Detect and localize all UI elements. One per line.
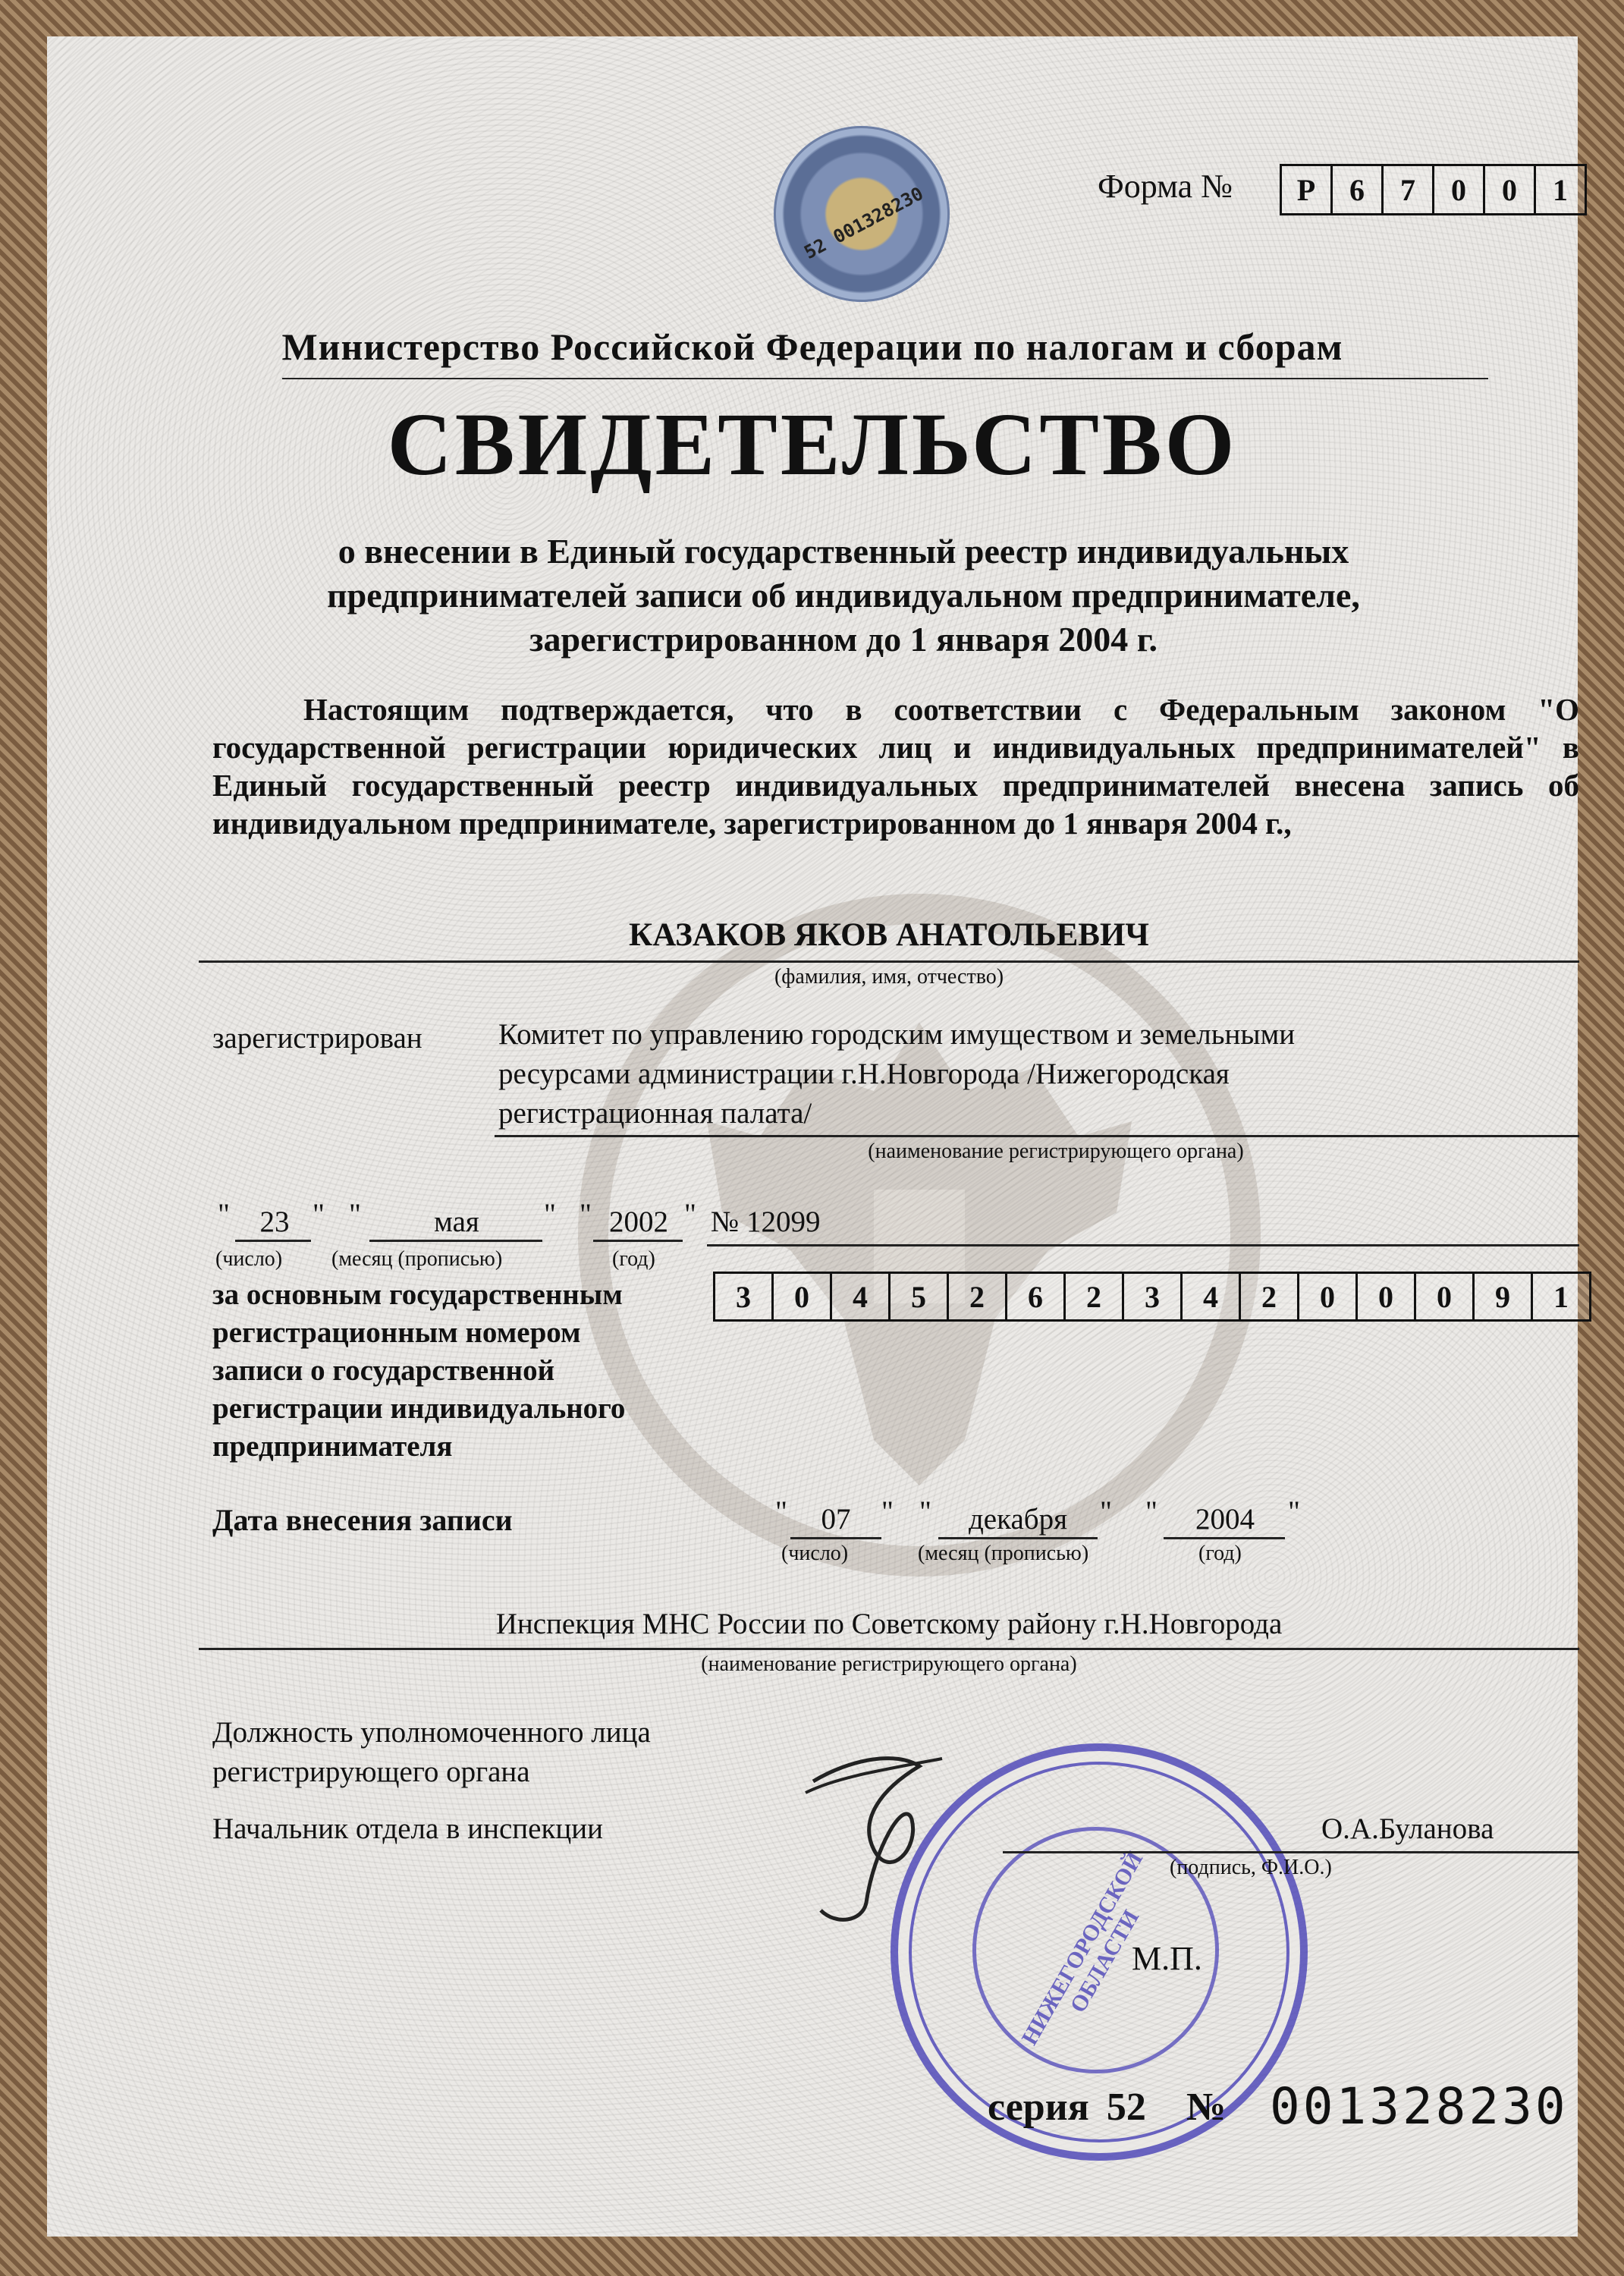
seal-text: НИЖЕГОРОДСКОЙ ОБЛАСТИ — [1016, 1847, 1148, 2050]
ogrn-label-line: за основным государственным — [212, 1278, 623, 1311]
signer-underline — [1003, 1851, 1579, 1853]
year-underline — [593, 1240, 683, 1242]
entry-year-caption: (год) — [1198, 1542, 1242, 1565]
authority-underline — [495, 1135, 1579, 1137]
day-underline — [235, 1240, 311, 1242]
signer-name: О.А.Буланова — [1321, 1812, 1494, 1845]
quote-mark: " — [775, 1495, 787, 1528]
ogrn-digit: 6 — [1005, 1272, 1063, 1322]
serial-number: 001328230 — [1270, 2077, 1569, 2136]
stamp-place-label: М.П. — [1132, 1940, 1202, 1977]
quote-mark: " — [349, 1198, 361, 1231]
ogrn-label-line: регистрационным номером — [212, 1316, 581, 1349]
registered-label: зарегистрирован — [212, 1022, 422, 1055]
subtitle-line: зарегистрированном до 1 января 2004 г. — [529, 620, 1158, 659]
ogrn-label — [212, 1276, 625, 1466]
entry-date-label: Дата внесения записи — [212, 1503, 513, 1537]
quote-mark: " — [580, 1198, 592, 1231]
authority-line: ресурсами администрации г.Н.Новгорода /Нижегородская — [498, 1058, 1230, 1090]
ogrn-digit: 2 — [1063, 1272, 1122, 1322]
position-label-line: Должность уполномоченного лица — [212, 1716, 651, 1749]
quote-mark: " — [1145, 1495, 1158, 1528]
inspection-underline — [199, 1648, 1579, 1650]
series-label: серия — [988, 2086, 1089, 2129]
ogrn-digit: 0 — [1355, 1272, 1414, 1322]
month-underline — [369, 1240, 542, 1242]
registration-number: № 12099 — [711, 1206, 821, 1238]
form-code-cell: 1 — [1534, 164, 1587, 215]
registration-month: мая — [434, 1206, 479, 1238]
entry-year: 2004 — [1195, 1503, 1255, 1536]
entry-day-caption: (число) — [781, 1542, 849, 1565]
day-caption: (число) — [215, 1247, 283, 1271]
subtitle-line: о внесении в Единый государственный реестр индивидуальных — [338, 532, 1349, 571]
registration-day: 23 — [259, 1206, 290, 1238]
ogrn-digit: 9 — [1472, 1272, 1531, 1322]
name-underline — [199, 960, 1579, 963]
ministry-name: Министерство Российской Федерации по налогам и сборам — [281, 325, 1343, 368]
series-line — [988, 2085, 1226, 2130]
form-code-cell: Р — [1280, 164, 1330, 215]
form-code-cell: 7 — [1381, 164, 1432, 215]
year-caption: (год) — [612, 1247, 655, 1271]
form-code-cell: 6 — [1330, 164, 1381, 215]
form-code-cells — [1280, 164, 1587, 215]
form-code-cell: 0 — [1432, 164, 1483, 215]
registering-authority — [498, 1015, 1295, 1133]
certificate-sheet — [47, 36, 1578, 2237]
certification-text: Настоящим подтверждается, что в соответствии с Федеральным законом "О государственной регистрации юридических лиц и индивидуальных предпринимателей" в Единый государственный реестр индивидуальных предпринимателей внесена запись об индивидуальном предпринимателе, зарегистрированном до 1 января 2004 г., — [212, 692, 1579, 841]
registration-year: 2002 — [609, 1206, 668, 1238]
hologram-number: 52 001328230 — [800, 182, 927, 264]
ogrn-digit: 2 — [1239, 1272, 1297, 1322]
number-underline — [707, 1244, 1579, 1246]
entry-month-caption: (месяц (прописью) — [918, 1542, 1089, 1565]
entry-day-underline — [790, 1537, 881, 1539]
quote-mark: " — [684, 1198, 696, 1231]
quote-mark: " — [1100, 1495, 1112, 1528]
entrepreneur-name: КАЗАКОВ ЯКОВ АНАТОЛЬЕВИЧ — [629, 917, 1149, 953]
ogrn-label-line: записи о государственной — [212, 1354, 555, 1387]
ogrn-cells — [713, 1272, 1591, 1322]
inspection-name: Инспекция МНС России по Советскому району г.Н.Новгорода — [495, 1608, 1283, 1640]
quote-mark: " — [881, 1495, 894, 1528]
entry-month-underline — [938, 1537, 1098, 1539]
entry-day: 07 — [821, 1503, 851, 1536]
official-position: Начальник отдела в инспекции — [212, 1812, 604, 1845]
entry-year-underline — [1164, 1537, 1285, 1539]
quote-mark: " — [1288, 1495, 1300, 1528]
quote-mark: " — [919, 1495, 931, 1528]
document-title: СВИДЕТЕЛЬСТВО — [387, 395, 1238, 494]
inspection-caption: (наименование регистрирующего органа) — [701, 1652, 1077, 1676]
quote-mark: " — [544, 1198, 556, 1231]
authority-caption: (наименование регистрирующего органа) — [868, 1140, 1244, 1163]
ogrn-digit: 3 — [713, 1272, 771, 1322]
series-no-label: № — [1186, 2086, 1227, 2129]
authority-line: Комитет по управлению городским имуществом и земельными — [498, 1018, 1296, 1051]
ministry-underline — [282, 378, 1488, 379]
signer-caption: (подпись, Ф.И.О.) — [1170, 1856, 1332, 1879]
ogrn-digit: 0 — [1297, 1272, 1355, 1322]
document-subtitle — [237, 530, 1450, 662]
ogrn-digit: 3 — [1122, 1272, 1180, 1322]
series-value: 52 — [1106, 2086, 1146, 2129]
ogrn-digit: 1 — [1531, 1272, 1591, 1322]
ogrn-digit: 0 — [771, 1272, 830, 1322]
ogrn-digit: 4 — [1180, 1272, 1239, 1322]
quote-mark: " — [218, 1198, 230, 1231]
signature — [790, 1736, 972, 1941]
name-caption: (фамилия, имя, отчество) — [774, 965, 1004, 989]
ogrn-digit: 5 — [888, 1272, 947, 1322]
month-caption: (месяц (прописью) — [331, 1247, 503, 1271]
authority-line: регистрационная палата/ — [498, 1097, 812, 1130]
quote-mark: " — [313, 1198, 325, 1231]
ogrn-digit: 2 — [947, 1272, 1005, 1322]
ogrn-digit: 4 — [830, 1272, 888, 1322]
form-label: Форма № — [1098, 168, 1233, 205]
ogrn-label-line: регистрации индивидуального — [212, 1392, 626, 1425]
position-label-line: регистрирующего органа — [212, 1756, 530, 1788]
subtitle-line: предпринимателей записи об индивидуальном предпринимателе, — [327, 576, 1360, 615]
form-code-cell: 0 — [1483, 164, 1534, 215]
entry-month: декабря — [968, 1503, 1068, 1536]
ogrn-digit: 0 — [1414, 1272, 1472, 1322]
ogrn-label-line: предпринимателя — [212, 1430, 453, 1463]
official-position-label — [212, 1713, 651, 1792]
